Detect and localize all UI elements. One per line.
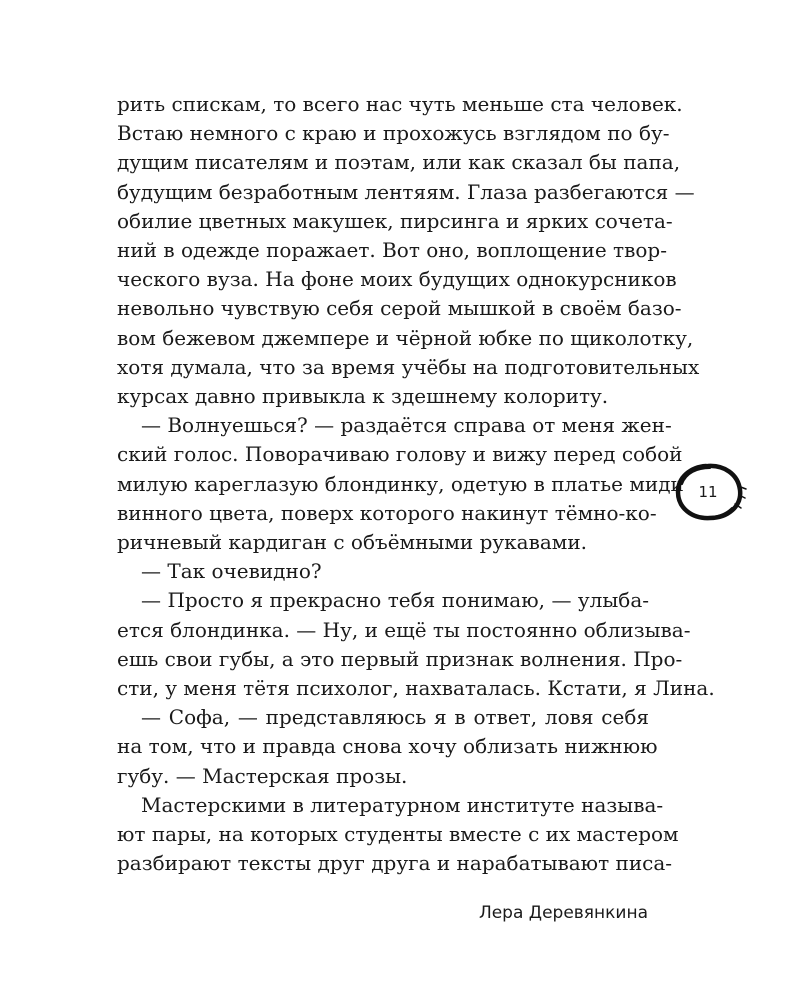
- text-line-26: ют пары, на которых студенты вместе с их мастером: [117, 822, 679, 847]
- page-number: 11: [698, 483, 718, 501]
- text-line-19: ется блондинка. — Ну, и ещё ты постоянно облизыва-: [117, 617, 691, 642]
- text-line-15: винного цвета, поверх которого накинут тёмно-ко-: [117, 500, 657, 525]
- text-line-13: ский голос. Поворачиваю голову и вижу перед собой: [117, 442, 683, 467]
- text-line-22: — Софа, — представляюсь я в ответ, ловя себя: [141, 705, 649, 730]
- text-line-21: сти, у меня тётя психолог, нахваталась. Кстати, я Лина.: [117, 676, 715, 701]
- text-line-23: на том, что и правда снова хочу облизать нижнюю: [117, 734, 658, 759]
- text-line-1: рить спискам, то всего нас чуть меньше ста человек.: [117, 92, 683, 116]
- text-line-2: Встаю немного с краю и прохожусь взглядом по бу-: [117, 121, 670, 146]
- text-line-17: — Так очевидно?: [141, 559, 322, 584]
- text-line-20: ешь свои губы, а это первый признак волнения. Про-: [117, 646, 683, 671]
- text-line-27: разбирают тексты друг друга и нарабатывают писа-: [117, 851, 673, 876]
- text-line-9: вом бежевом джемпере и чёрной юбке по щиколотку,: [117, 325, 694, 350]
- text-line-6: ний в одежде поражает. Вот оно, воплощение твор-: [117, 238, 667, 263]
- text-line-3: дущим писателям и поэтам, или как сказал бы папа,: [117, 150, 681, 175]
- text-line-11: курсах давно привыкла к здешнему колориту.: [117, 384, 609, 409]
- text-line-7: ческого вуза. На фоне моих будущих однокурсников: [117, 267, 677, 292]
- text-line-5: обилие цветных макушек, пирсинга и ярких сочета-: [117, 208, 673, 233]
- text-line-12: — Волнуешься? — раздаётся справа от меня жен-: [141, 413, 672, 438]
- text-line-24: губу. — Мастерская прозы.: [117, 763, 408, 788]
- text-line-4: будущим безработным лентяям. Глаза разбегаются —: [117, 179, 695, 204]
- text-line-10: хотя думала, что за время учёбы на подготовительных: [117, 354, 700, 379]
- text-line-25: Мастерскими в литературном институте называ-: [141, 792, 664, 817]
- text-line-18: — Просто я прекрасно тебя понимаю, — улыба-: [141, 588, 649, 613]
- page-number-badge: [672, 462, 748, 522]
- text-line-8: невольно чувствую себя серой мышкой в своём базо-: [117, 296, 682, 321]
- text-line-14: милую кареглазую блондинку, одетую в платье миди: [117, 471, 684, 496]
- running-footer-author: Лера Деревянкина: [478, 903, 648, 923]
- text-line-16: ричневый кардиган с объёмными рукавами.: [117, 530, 588, 555]
